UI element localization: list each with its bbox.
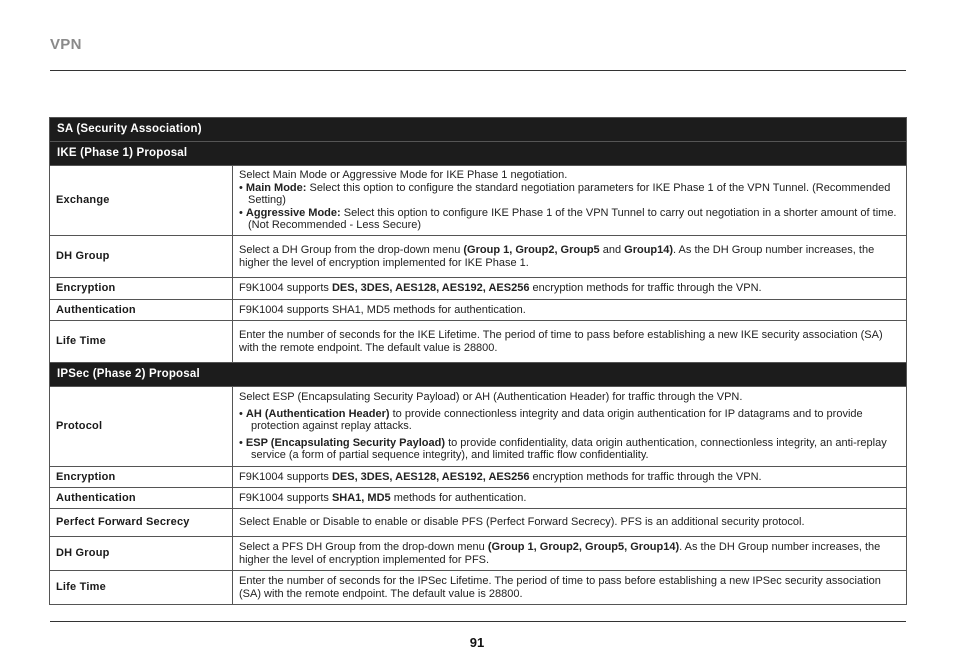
esp-term: ESP (Encapsulating Security Payload) — [245, 436, 446, 449]
aggressive-mode-text: Select this option to configure IKE Phase 1 of the VPN Tunnel to carry out negotiation in a shorter amount of time. (Not Recommended - Less Secure) — [248, 206, 897, 232]
ah-term: AH (Authentication Header) — [245, 407, 390, 420]
exchange-intro: Select Main Mode or Aggressive Mode for IKE Phase 1 negotiation. — [239, 169, 568, 182]
row-label: Exchange — [50, 166, 233, 236]
row-label: DH Group — [50, 537, 233, 571]
text: F9K1004 supports — [239, 282, 332, 295]
bold-text: DES, 3DES, AES128, AES192, AES256 — [331, 282, 530, 295]
text: encryption methods for traffic through the VPN. — [529, 470, 762, 483]
text: methods for authentication. — [390, 491, 527, 504]
row-description: F9K1004 supports SHA1, MD5 methods for authentication. — [233, 300, 907, 321]
row-label: Protocol — [50, 387, 233, 467]
bullet: • — [239, 407, 246, 420]
row-description — [233, 488, 907, 509]
ipsec-heading-row — [50, 363, 907, 387]
row-label: Encryption — [50, 467, 233, 488]
row-label: Authentication — [50, 300, 233, 321]
bold-text: Group14) — [624, 244, 674, 257]
text: Select a DH Group from the drop-down menu — [239, 244, 464, 257]
bullet: • — [239, 436, 246, 449]
row-description — [233, 467, 907, 488]
bullet: • — [239, 181, 246, 194]
row-label: Life Time — [50, 321, 233, 363]
text: and — [599, 244, 625, 257]
row-description — [233, 537, 907, 571]
esp-item — [239, 437, 900, 462]
table-row — [50, 300, 907, 321]
table-row — [50, 278, 907, 300]
row-description: Enter the number of seconds for the IPSec Lifetime. The period of time to pass before establishing a new IPSec security association (SA) with the remote endpoint. The default value is 28800. — [233, 571, 907, 605]
row-description: Enter the number of seconds for the IKE Lifetime. The period of time to pass before establishing a new IKE security association (SA) with the remote endpoint. The default value is 28800. — [233, 321, 907, 363]
esp-text: to provide confidentiality, data origin authentication, connectionless integrity, an anti-replay service (a form of partial sequence integrity), and limited traffic flow confidentiality. — [251, 436, 887, 462]
row-description — [233, 278, 907, 300]
row-description — [233, 387, 907, 467]
ike-heading: IKE (Phase 1) Proposal — [50, 142, 907, 166]
bold-text: SHA1, MD5 — [331, 491, 391, 504]
text: . As the DH Group number increases, the higher the level of encryption implemented for PFS. — [239, 541, 881, 566]
table-row — [50, 509, 907, 537]
table-row — [50, 488, 907, 509]
table-row — [50, 166, 907, 236]
main-mode-item — [239, 182, 900, 207]
row-description — [233, 236, 907, 278]
table-row — [50, 467, 907, 488]
page-number: 91 — [469, 635, 485, 650]
row-label: Perfect Forward Secrecy — [50, 509, 233, 537]
main-mode-text: Select this option to configure the standard negotiation parameters for IKE Phase 1 of the VPN Tunnel. (Recommended Setting) — [248, 181, 891, 207]
sa-settings-table — [49, 117, 907, 605]
row-label: Life Time — [50, 571, 233, 605]
ah-item — [239, 408, 900, 433]
ah-text: to provide connectionless integrity and data origin authentication for IP datagrams and to provide protection against replay attacks. — [251, 407, 863, 433]
table-banner-row — [50, 118, 907, 142]
table-row — [50, 387, 907, 467]
table-row — [50, 321, 907, 363]
protocol-intro: Select ESP (Encapsulating Security Payload) or AH (Authentication Header) for traffic through the VPN. — [239, 391, 743, 404]
header-divider — [50, 70, 906, 71]
text: F9K1004 supports — [239, 491, 332, 504]
aggressive-mode-term: Aggressive Mode: — [245, 206, 341, 219]
text: F9K1004 supports — [239, 470, 332, 483]
table-row — [50, 571, 907, 605]
table-row — [50, 537, 907, 571]
table-row — [50, 236, 907, 278]
text: encryption methods for traffic through the VPN. — [529, 282, 762, 295]
row-label: Encryption — [50, 278, 233, 300]
main-mode-term: Main Mode: — [245, 181, 307, 194]
bold-text: (Group 1, Group2, Group5, Group14) — [487, 541, 680, 554]
aggressive-mode-item — [239, 207, 900, 232]
table-banner: SA (Security Association) — [50, 118, 907, 142]
row-description: Select Enable or Disable to enable or disable PFS (Perfect Forward Secrecy). PFS is an additional security protocol. — [233, 509, 907, 537]
ipsec-heading: IPSec (Phase 2) Proposal — [50, 363, 907, 387]
bold-text: (Group 1, Group2, Group5 — [463, 244, 600, 257]
footer-divider — [50, 621, 906, 622]
text: . As the DH Group number increases, the higher the level of encryption implemented for IKE Phase 1. — [239, 244, 875, 269]
bullet: • — [239, 206, 246, 219]
row-label: DH Group — [50, 236, 233, 278]
ike-heading-row — [50, 142, 907, 166]
bold-text: DES, 3DES, AES128, AES192, AES256 — [331, 470, 530, 483]
row-label: Authentication — [50, 488, 233, 509]
row-description — [233, 166, 907, 236]
section-title: VPN — [50, 36, 82, 53]
text: Select a PFS DH Group from the drop-down menu — [239, 541, 488, 554]
